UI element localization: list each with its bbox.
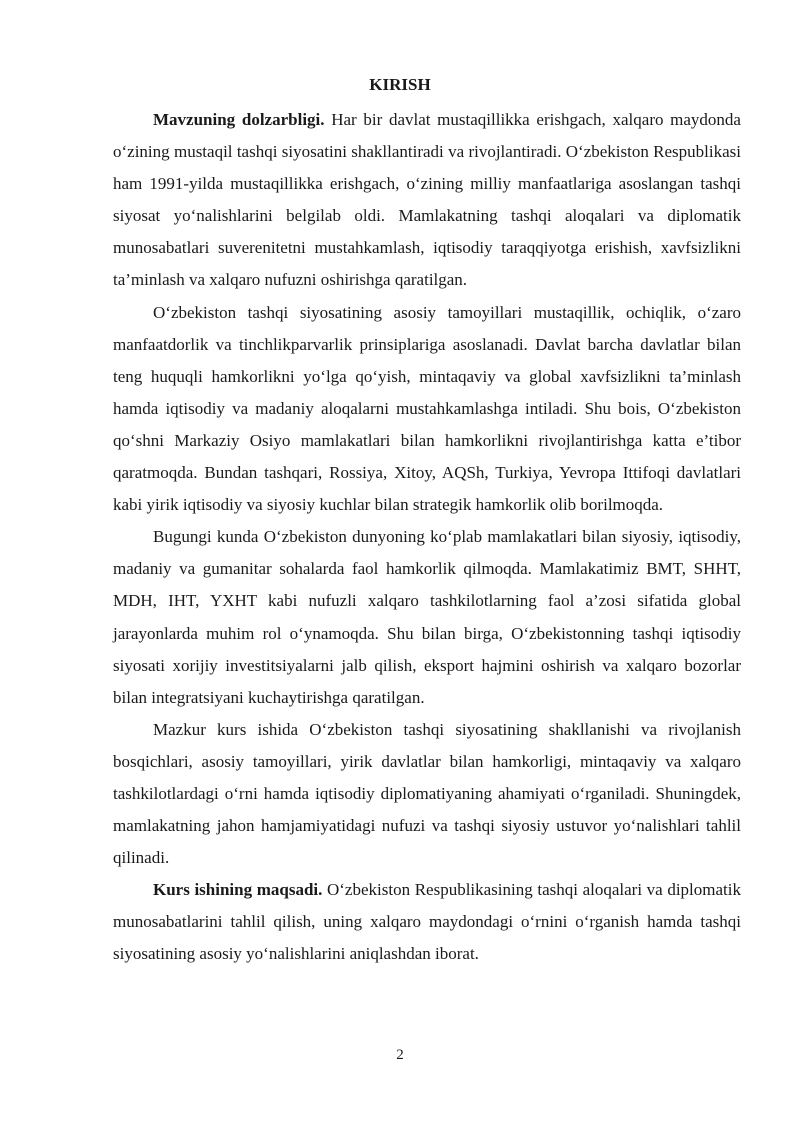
paragraph-lead-course-goal: Kurs ishining maqsadi. xyxy=(153,880,323,900)
paragraph-course-scope xyxy=(113,714,741,874)
page-title: KIRISH xyxy=(369,75,431,94)
paragraph-text-course-scope: Mazkur kurs ishida O‘zbekiston tashqi siyosatining shakllanishi va rivojlanish bosqichlari, asosiy tamoyillari, yirik davlatlar bilan hamkorligi, mintaqaviy va xalqaro tashkilotlardagi o‘rni hamda iqtisodiy diplomatiyaning ahamiyati o‘rganiladi. Shuningdek, mamlakatning jahon hamjamiyatidagi nufuzi va tashqi siyosiy ustuvor yo‘nalishlari tahlil qilinadi. xyxy=(113,719,741,868)
paragraph-text-cooperation: Bugungi kunda O‘zbekiston dunyoning ko‘plab mamlakatlari bilan siyosiy, iqtisodiy, madaniy va gumanitar sohalarda faol hamkorlik qilmoqda. Mamlakatimiz BMT, SHHT, MDH, IHT, YXHT kabi nufuzli xalqaro tashkilotlarning faol a’zosi sifatida global jarayonlarda muhim rol o‘ynamoqda. Shu bilan birga, O‘zbekistonning tashqi iqtisodiy siyosati xorijiy investitsiyalarni jalb qilish, eksport hajmini oshirish va xalqaro bozorlar bilan integratsiyani kuchaytirishga qaratilgan. xyxy=(113,527,741,707)
paragraph-cooperation xyxy=(113,521,741,714)
paragraph-text-course-goal: O‘zbekiston Respublikasining tashqi aloqalari va diplomatik munosabatlarini tahlil qilish, uning xalqaro maydondagi o‘rnini o‘rganish hamda tashqi siyosatining asosiy yo‘nalishlarini aniqlashdan iborat. xyxy=(113,880,741,964)
document-body xyxy=(113,104,741,971)
paragraph-text-relevance: Har bir davlat mustaqillikka erishgach, xalqaro maydonda o‘zining mustaqil tashqi siyosatini shakllantiradi va rivojlantiradi. O‘zbekiston Respublikasi ham 1991-yilda mustaqillikka erishgach, o‘zining milliy manfaatlariga asoslangan tashqi siyosat yo‘nalishlarini belgilab oldi. Mamlakatning tashqi aloqalari va diplomatik munosabatlari suverenitetni mustahkamlash, iqtisodiy taraqqiyotga erishish, xavfsizlikni ta’minlash va xalqaro nufuzni oshirishga qaratilgan. xyxy=(113,110,741,290)
paragraph-principles xyxy=(113,297,741,522)
page-number: 2 xyxy=(396,1047,404,1063)
paragraph-text-principles: O‘zbekiston tashqi siyosatining asosiy tamoyillari mustaqillik, ochiqlik, o‘zaro manfaatdorlik va tinchlikparvarlik prinsiplariga asoslanadi. Davlat barcha davlatlar bilan teng huquqli hamkorlikni yo‘lga qo‘yish, mintaqaviy va global xavfsizlikni ta’minlash hamda iqtisodiy va madaniy aloqalarni mustahkamlashga intiladi. Shu bois, O‘zbekiston qo‘shni Markaziy Osiyo mamlakatlari bilan hamkorlikni rivojlantirishga katta e’tibor qaratmoqda. Bundan tashqari, Rossiya, Xitoy, AQSh, Turkiya, Yevropa Ittifoqi davlatlari kabi yirik iqtisodiy va siyosiy kuchlar bilan strategik hamkorlik olib borilmoqda. xyxy=(113,302,741,515)
paragraph-lead-relevance: Mavzuning dolzarbligi. xyxy=(153,110,325,129)
paragraph-relevance xyxy=(113,104,741,297)
paragraph-course-goal xyxy=(113,874,741,970)
